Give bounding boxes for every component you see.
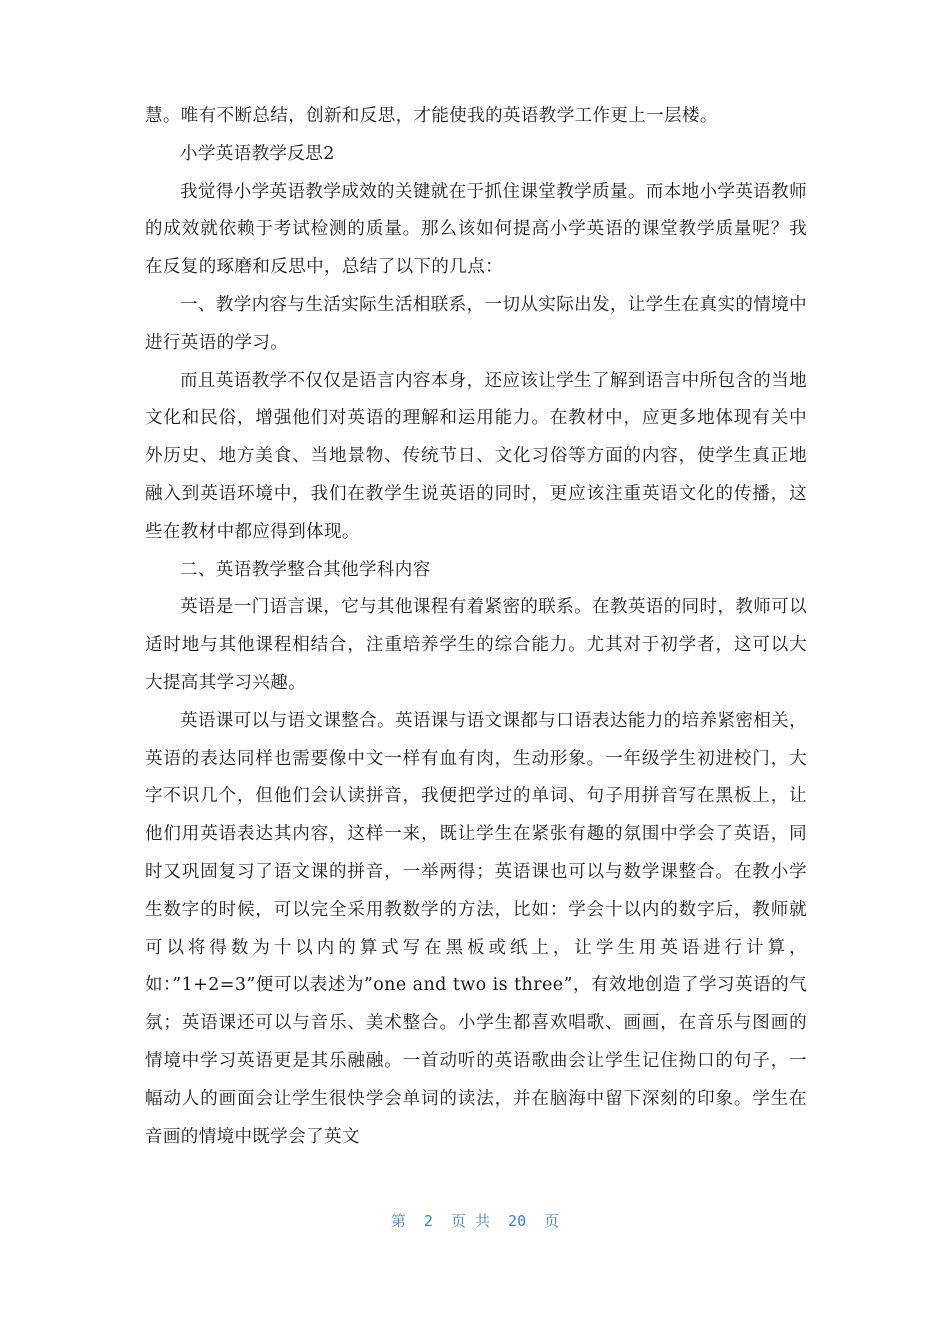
paragraph: 英语课可以与语文课整合。英语课与语文课都与口语表达能力的培养紧密相关，英语的表达同样也需要像中文一样有血有肉，生动形象。一年级学生初进校门，大字不识几个，但他们会认读拼音，我便把学过的单词、句子用拼音写在黑板上，让他们用英语表达其内容，这样一来，既让学生在紧张有趣的氛围中学会了英语，同时又巩固复习了语文课的拼音，一举两得；英语课也可以与数学课整合。在教小学生数字的时候，可以完全采用教数学的方法，比如：学会十以内的数字后，教师就可以将得数为十以内的算式写在黑板或纸上，让学生用英语进行计算，如：”1+2=3”便可以表述为”one and two is three”，有效地创造了学习英语的气氛；英语课还可以与音乐、美术整合。小学生都喜欢唱歌、画画，在音乐与图画的情境中学习英语更是其乐融融。一首动听的英语歌曲会让学生记住拗口的句子，一幅动人的画面会让学生很快学会单词的读法，并在脑海中留下深刻的印象。学生在音画的情境中既学会了英文 <box>145 710 807 1147</box>
paragraph-continuation: 慧。唯有不断总结，创新和反思，才能使我的英语教学工作更上一层楼。 <box>145 106 718 126</box>
document-body <box>145 98 807 1156</box>
paragraph: 英语是一门语言课，它与其他课程有着紧密的联系。在教英语的同时，教师可以适时地与其他课程相结合，注重培养学生的综合能力。尤其对于初学者，这可以大大提高其学习兴趣。 <box>145 597 807 693</box>
paragraph: 而且英语教学不仅仅是语言内容本身，还应该让学生了解到语言中所包含的当地文化和民俗，增强他们对英语的理解和运用能力。在教材中，应更多地体现有关中外历史、地方美食、当地景物、传统节日、文化习俗等方面的内容，使学生真正地融入到英语环境中，我们在教学生说英语的同时，更应该注重英语文化的传播，这些在教材中都应得到体现。 <box>145 370 807 542</box>
page-number-footer: 第 2 页 共 20 页 <box>390 1212 560 1230</box>
subheading: 二、英语教学整合其他学科内容 <box>180 559 431 580</box>
paragraph: 我觉得小学英语教学成效的关键就在于抓住课堂教学质量。而本地小学英语教师的成效就依赖于考试检测的质量。那么该如何提高小学英语的课堂教学质量呢？我在反复的琢磨和反思中，总结了以下的几点： <box>145 181 807 278</box>
paragraph: 一、教学内容与生活实际生活相联系，一切从实际出发，让学生在真实的情境中进行英语的学习。 <box>145 294 807 353</box>
section-heading: 小学英语教学反思2 <box>180 143 335 164</box>
